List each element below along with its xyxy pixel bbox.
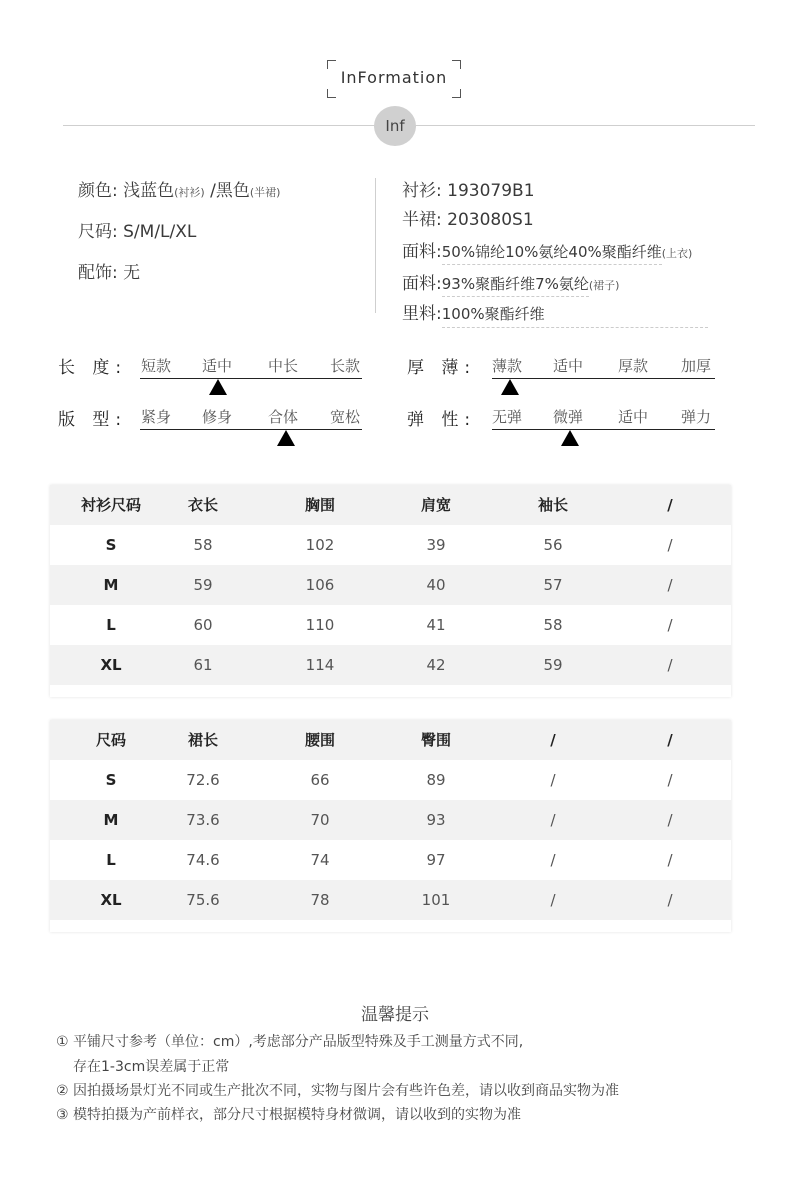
table-cell: 102	[305, 536, 335, 554]
table-header-row	[50, 485, 731, 525]
table-cell: 66	[310, 771, 330, 789]
fabric-top-row	[402, 237, 692, 262]
table-header-cell: 衣长	[187, 496, 218, 514]
table-cell: 78	[310, 891, 330, 909]
fit-option-2: 合体	[268, 408, 299, 426]
fit-label: 版 型:	[58, 410, 128, 430]
table-cell: 114	[305, 656, 335, 674]
table-row	[50, 800, 731, 840]
tips-title: 温馨提示	[361, 1005, 429, 1025]
table-cell: 61	[193, 656, 213, 674]
table-cell: 58	[543, 616, 563, 634]
elasticity-label: 弹 性:	[407, 410, 477, 430]
length-option-3: 长款	[330, 357, 361, 375]
table-row	[50, 525, 731, 565]
table-cell: 75.6	[186, 891, 220, 909]
table-header-row	[50, 720, 731, 760]
accessory-value: 无	[123, 263, 141, 283]
table-row	[50, 840, 731, 880]
thickness-option-0: 薄款	[492, 357, 523, 375]
color-note-skirt: (半裙)	[249, 186, 281, 199]
table-header-cell: 腰围	[304, 731, 335, 749]
table-cell: /	[550, 851, 556, 869]
elasticity-scale-line	[492, 429, 715, 430]
table-cell: /	[550, 811, 556, 829]
tip-2: ② 因拍摄场景灯光不同或生产批次不同，实物与图片会有些许色差，请以收到商品实物为准	[56, 1083, 619, 1099]
table-cell: 39	[426, 536, 446, 554]
table-cell: 89	[426, 771, 446, 789]
table-cell: 74.6	[186, 851, 220, 869]
header-frame	[327, 60, 461, 98]
thickness-option-3: 加厚	[681, 357, 712, 375]
fit-scale-line	[140, 429, 362, 430]
table-cell: 40	[426, 576, 446, 594]
header-badge: Inf	[374, 106, 416, 146]
fabric-skirt-row	[402, 269, 619, 294]
length-indicator-icon	[209, 379, 227, 395]
table-cell: /	[667, 891, 673, 909]
table-cell: /	[667, 811, 673, 829]
table-cell: L	[106, 616, 116, 634]
elasticity-option-1: 微弹	[553, 408, 584, 426]
table-row	[50, 565, 731, 605]
color-row	[78, 176, 280, 201]
table-cell: 59	[543, 656, 563, 674]
fit-indicator-icon	[277, 430, 295, 446]
table-cell: M	[103, 576, 119, 594]
skirt-code-label: 半裙:	[402, 210, 442, 230]
fit-option-1: 修身	[202, 408, 233, 426]
table-cell: XL	[100, 656, 122, 674]
shirt-size-table	[50, 485, 731, 697]
table-cell: /	[667, 536, 673, 554]
table-cell: S	[105, 771, 117, 789]
fabric-top-value: 50%锦纶10%氨纶40%聚酯纤维	[442, 243, 662, 265]
table-cell: /	[667, 616, 673, 634]
color-value-shirt: 浅蓝色	[123, 181, 175, 201]
table-header-cell: /	[667, 496, 673, 514]
length-scale-line	[140, 378, 362, 379]
lining-row	[402, 299, 708, 328]
skirt-size-table	[50, 720, 731, 932]
table-cell: 74	[310, 851, 330, 869]
info-divider	[375, 178, 376, 313]
thickness-option-1: 适中	[553, 357, 584, 375]
length-label: 长 度:	[58, 358, 128, 378]
header-title: InFormation	[340, 68, 448, 87]
fabric-skirt-label: 面料:	[402, 274, 442, 294]
accessory-row	[78, 258, 140, 283]
thickness-option-2: 厚款	[618, 357, 649, 375]
thickness-label: 厚 薄:	[407, 358, 477, 378]
table-header-cell: 胸围	[304, 496, 335, 514]
table-row	[50, 605, 731, 645]
table-cell: 72.6	[186, 771, 220, 789]
shirt-code-label: 衬衫:	[402, 181, 442, 201]
table-header-cell: 衬衫尺码	[80, 496, 141, 514]
table-header-cell: /	[667, 731, 673, 749]
length-option-1: 适中	[202, 357, 233, 375]
table-cell: 56	[543, 536, 563, 554]
table-cell: S	[105, 536, 117, 554]
color-label: 颜色:	[78, 181, 118, 201]
accessory-label: 配饰:	[78, 263, 118, 283]
table-cell: 59	[193, 576, 213, 594]
tip-1: ① 平铺尺寸参考（单位：cm）,考虑部分产品版型特殊及手工测量方式不同,	[56, 1034, 524, 1050]
table-header-cell: 肩宽	[420, 496, 451, 514]
table-header-cell: 袖长	[537, 496, 568, 514]
thickness-indicator-icon	[501, 379, 519, 395]
shirt-code: 193079B1	[447, 181, 535, 201]
table-header-cell: 尺码	[95, 731, 126, 749]
tip-1-continued: 存在1-3cm误差属于正常	[73, 1059, 230, 1075]
skirt-code-row	[402, 205, 534, 230]
color-value-skirt: /黑色	[210, 181, 250, 201]
table-cell: 97	[426, 851, 446, 869]
thickness-scale-line	[492, 378, 715, 379]
shirt-code-row	[402, 176, 535, 201]
table-row	[50, 880, 731, 920]
table-cell: 73.6	[186, 811, 220, 829]
fabric-top-note: (上衣)	[661, 247, 693, 260]
table-cell: /	[550, 891, 556, 909]
lining-value: 100%聚酯纤维	[442, 303, 708, 328]
elasticity-indicator-icon	[561, 430, 579, 446]
table-cell: /	[550, 771, 556, 789]
table-cell: 70	[310, 811, 330, 829]
fit-option-3: 宽松	[330, 408, 361, 426]
table-row	[50, 645, 731, 685]
table-cell: 42	[426, 656, 446, 674]
size-label: 尺码:	[78, 222, 118, 242]
table-cell: L	[106, 851, 116, 869]
fit-option-0: 紧身	[141, 408, 172, 426]
elasticity-option-3: 弹力	[681, 408, 712, 426]
lining-label: 里料:	[402, 304, 442, 324]
table-cell: 93	[426, 811, 446, 829]
table-row	[50, 760, 731, 800]
length-option-0: 短款	[141, 357, 172, 375]
table-cell: 41	[426, 616, 446, 634]
table-cell: XL	[100, 891, 122, 909]
elasticity-option-0: 无弹	[492, 408, 523, 426]
table-cell: /	[667, 851, 673, 869]
size-row	[78, 217, 196, 242]
table-cell: /	[667, 771, 673, 789]
table-cell: 101	[421, 891, 451, 909]
table-cell: 60	[193, 616, 213, 634]
color-note-shirt: (衬衫)	[174, 186, 205, 199]
length-option-2: 中长	[268, 357, 299, 375]
fabric-skirt-note: (裙子)	[588, 279, 620, 292]
elasticity-option-2: 适中	[618, 408, 649, 426]
table-cell: 57	[543, 576, 563, 594]
table-header-cell: 裙长	[187, 731, 218, 749]
table-cell: M	[103, 811, 119, 829]
table-header-cell: /	[550, 731, 556, 749]
table-cell: 106	[305, 576, 335, 594]
table-cell: /	[667, 656, 673, 674]
table-cell: 110	[305, 616, 335, 634]
table-cell: /	[667, 576, 673, 594]
tip-3: ③ 模特拍摄为产前样衣，部分尺寸根据模特身材微调，请以收到的实物为准	[56, 1107, 521, 1123]
table-cell: 58	[193, 536, 213, 554]
table-header-cell: 臀围	[420, 731, 451, 749]
skirt-code: 203080S1	[447, 210, 534, 230]
fabric-skirt-value: 93%聚酯纤维7%氨纶	[442, 275, 589, 297]
size-value: S/M/L/XL	[123, 222, 197, 242]
fabric-top-label: 面料:	[402, 242, 442, 262]
